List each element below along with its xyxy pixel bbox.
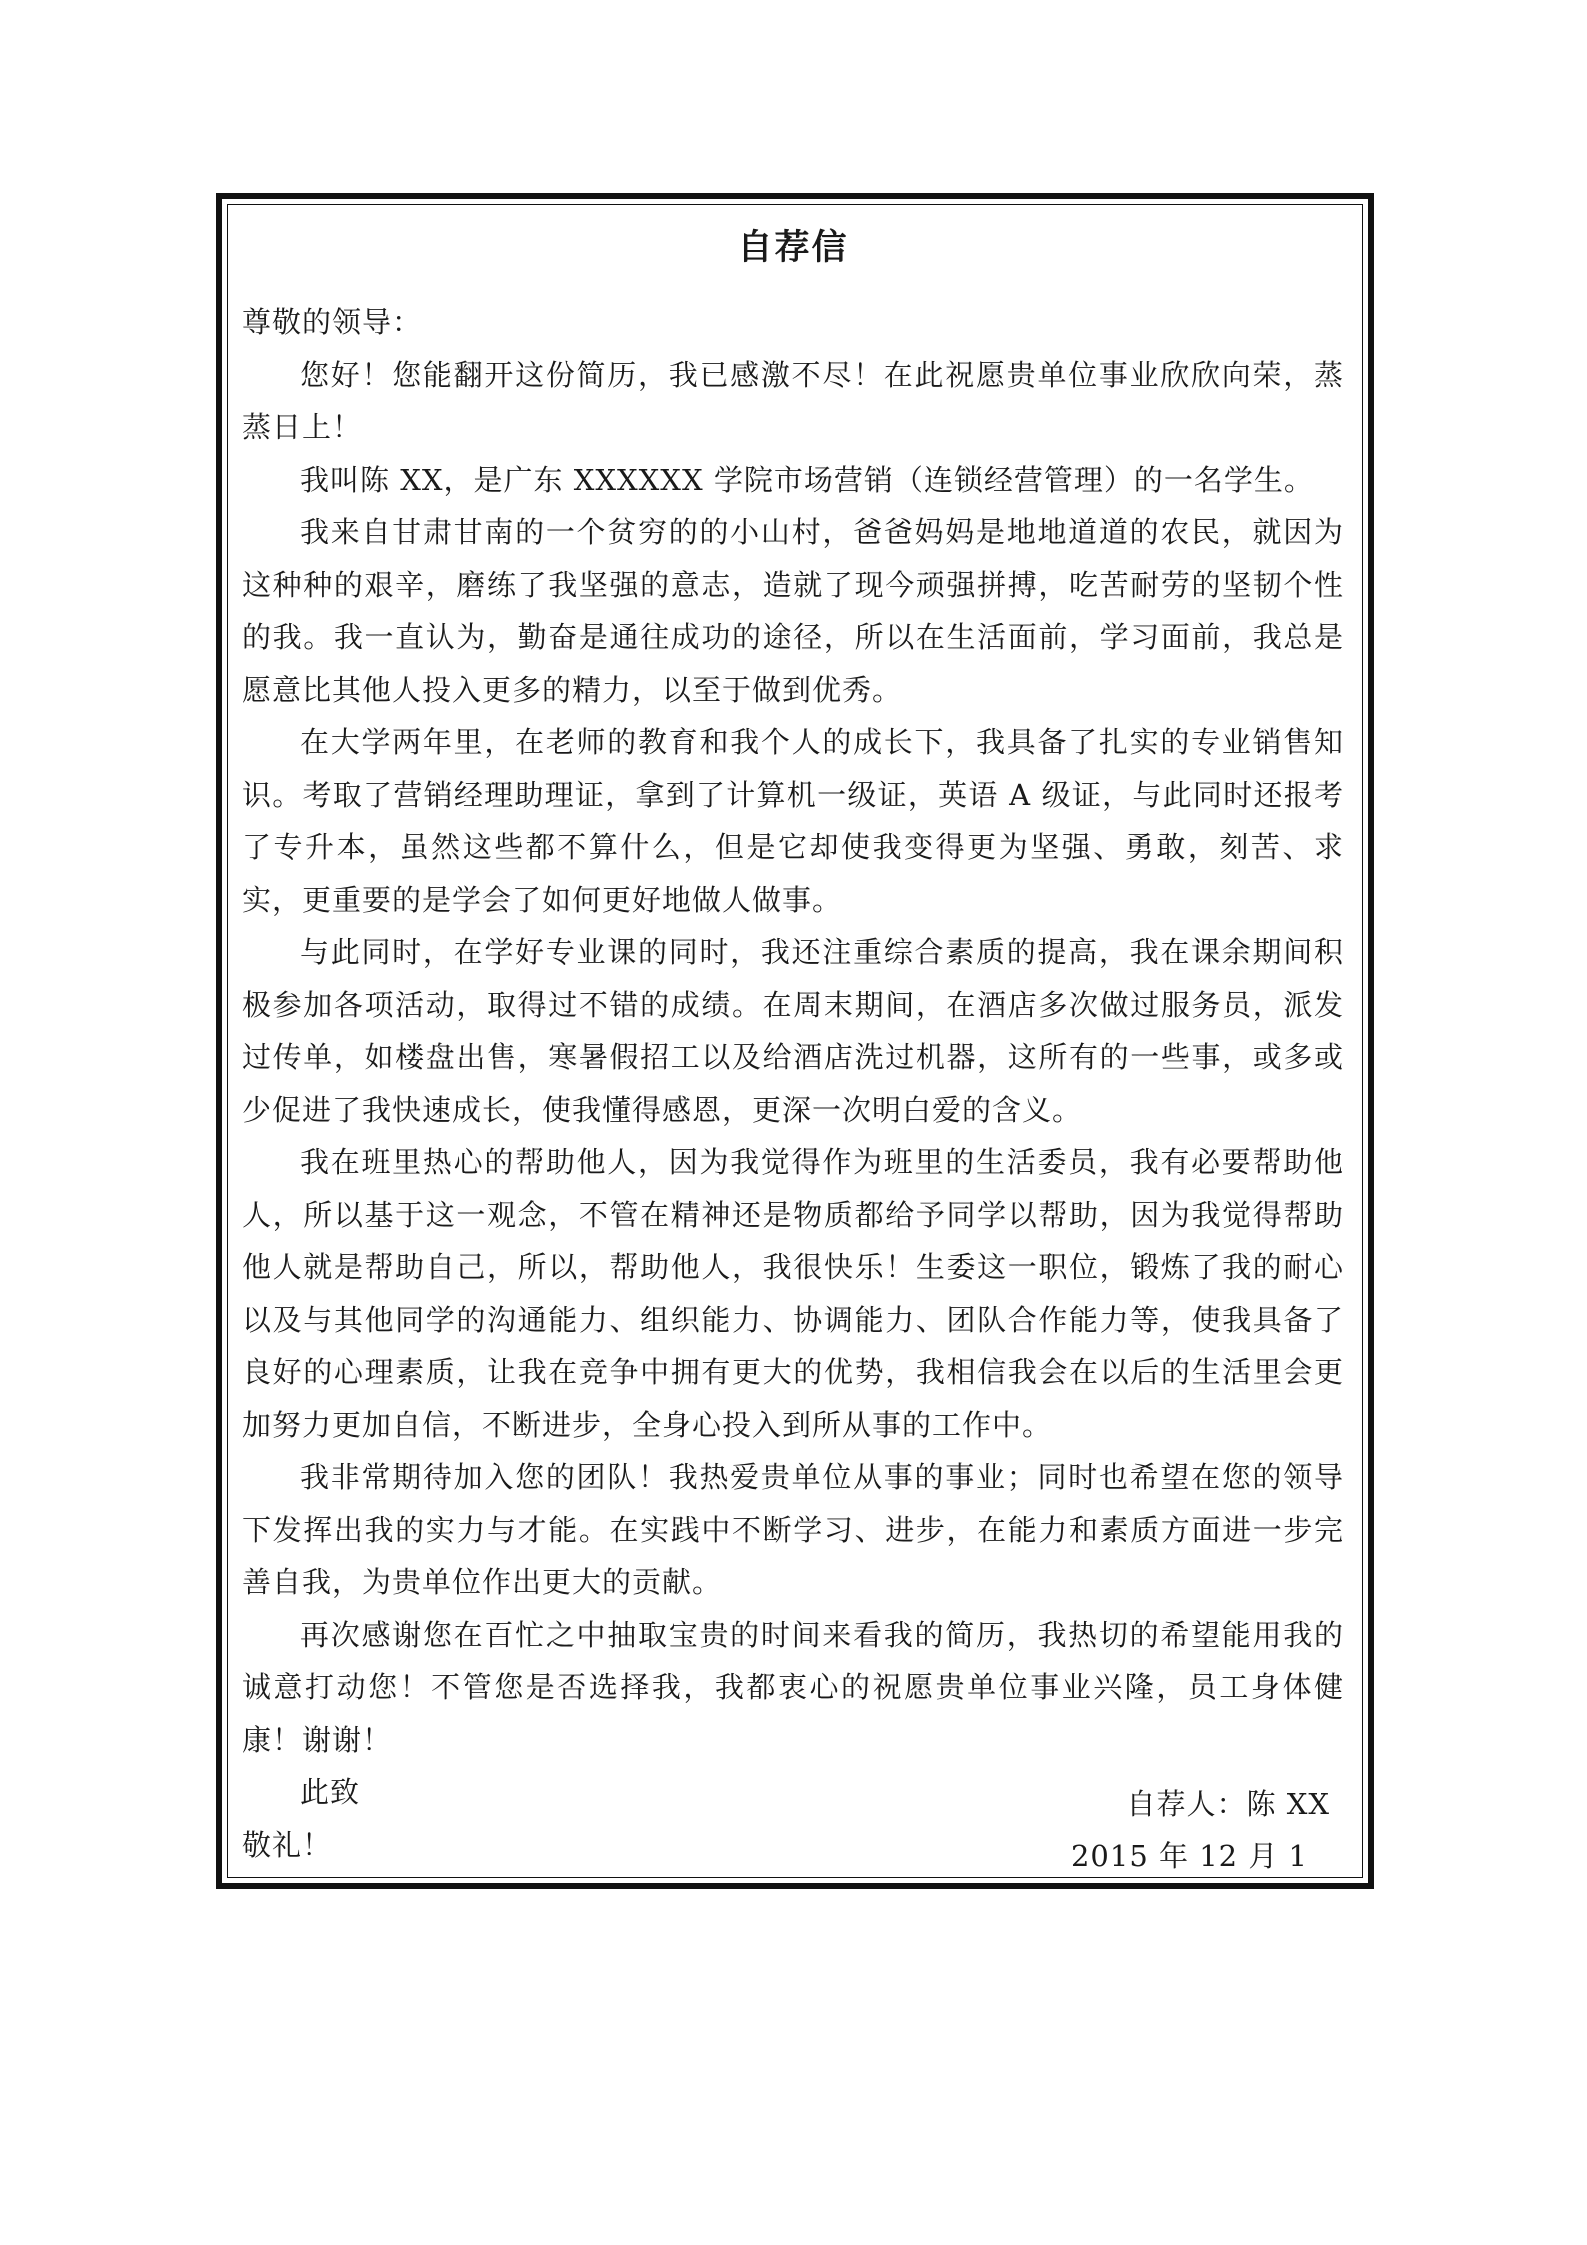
date: 2015 年 12 月 1 (1070, 1839, 1308, 1873)
closing: 此致 (300, 1775, 361, 1809)
closing-respect: 敬礼！ (242, 1827, 333, 1862)
paragraph-introduction: 我叫陈 XX，是广东 XXXXXX 学院市场营销（连锁经营管理）的一名学生。 (300, 462, 1314, 497)
paragraph-thanks: 再次感谢您在百忙之中抽取宝贵的时间来看我的简历，我热切的希望能用我的诚意打动您！不管您是否选择我，我都衷心的祝愿贵单位事业兴隆，员工身体健康！谢谢！ (242, 1617, 1344, 1757)
signature: 自荐人：陈 XX (1126, 1787, 1330, 1821)
letter-title: 自荐信 (737, 227, 849, 268)
paragraph-activities: 与此同时，在学好专业课的同时，我还注重综合素质的提高，我在课余期间积极参加各项活动，取得过不错的成绩。在周末期间，在酒店多次做过服务员，派发过传单，如楼盘出售，寒暑假招工以及给酒店洗过机器，这所有的一些事，或多或少促进了我快速成长，使我懂得感恩，更深一次明白爱的含义。 (242, 935, 1344, 1127)
paragraph-class-role: 我在班里热心的帮助他人，因为我觉得作为班里的生活委员，我有必要帮助他人，所以基于这一观念，不管在精神还是物质都给予同学以帮助，因为我觉得帮助他人就是帮助自己，所以，帮助他人，我很快乐！生委这一职位，锻炼了我的耐心以及与其他同学的沟通能力、组织能力、协调能力、团队合作能力等，使我具备了良好的心理素质，让我在竞争中拥有更大的优势，我相信我会在以后的生活里会更加努力更加自信，不断进步，全身心投入到所从事的工作中。 (242, 1145, 1344, 1442)
salutation: 尊敬的领导： (242, 305, 423, 339)
paragraph-education: 在大学两年里，在老师的教育和我个人的成长下，我具备了扎实的专业销售知识。考取了营销经理助理证，拿到了计算机一级证，英语 A 级证，与此同时还报考了专升本，虽然这些都不算什么，但是它却使我变得更为坚强、勇敢，刻苦、求实，更重要的是学会了如何更好地做人做事。 (242, 725, 1344, 917)
signature-block (924, 1778, 1344, 1882)
paragraph-greeting: 您好！您能翻开这份简历，我已感激不尽！在此祝愿贵单位事业欣欣向荣，蒸蒸日上！ (242, 357, 1344, 444)
paragraph-expectation: 我非常期待加入您的团队！我热爱贵单位从事的事业；同时也希望在您的领导下发挥出我的实力与才能。在实践中不断学习、进步，在能力和素质方面进一步完善自我，为贵单位作出更大的贡献。 (242, 1460, 1344, 1599)
paragraph-background: 我来自甘肃甘南的一个贫穷的的小山村，爸爸妈妈是地地道道的农民，就因为这种种的艰辛，磨练了我坚强的意志，造就了现今顽强拼搏，吃苦耐劳的坚韧个性的我。我一直认为，勤奋是通往成功的途径，所以在生活面前，学习面前，我总是愿意比其他人投入更多的精力，以至于做到优秀。 (242, 515, 1344, 707)
letter-body (242, 200, 1344, 1871)
